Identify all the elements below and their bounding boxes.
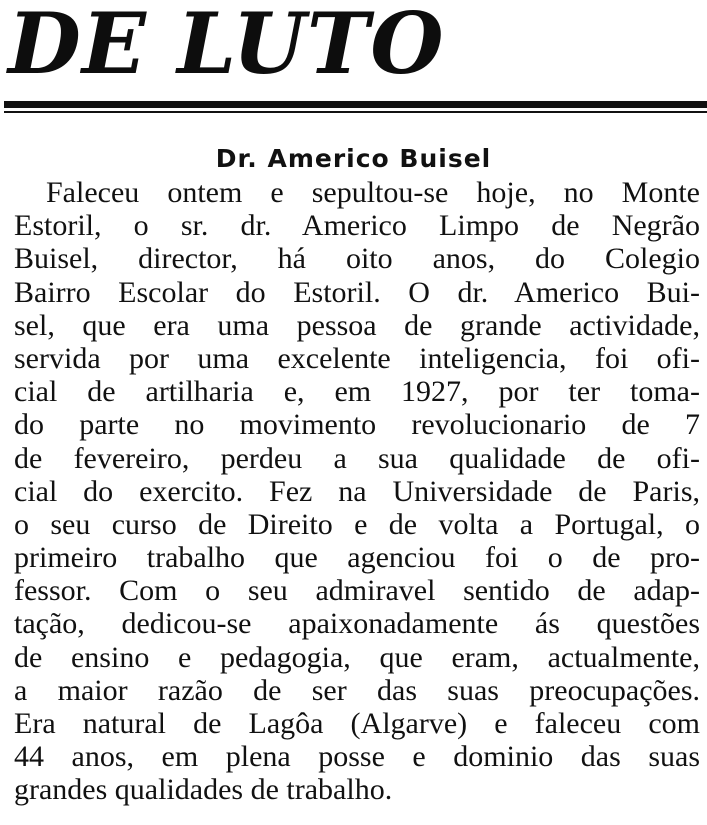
body-line: Faleceu ontem e sepultou-se hoje, no Monte [46,176,700,209]
body-line: tação, dedicou-se apaixonadamente ás questões [14,607,700,641]
body-line: de ensino e pedagogia, que eram, actualmente, [14,640,700,674]
body-line: sel, que era uma pessoa de grande actividade, [14,308,700,342]
subheading: Dr. Americo Buisel [215,144,492,173]
headline-rule-thick [4,101,707,108]
body-line: a maior razão de ser das suas preocupações. [14,673,700,707]
body-line: cial de artilharia e, em 1927, por ter toma- [14,375,700,409]
body-line: Estoril, o sr. dr. Americo Limpo de Negrão [14,209,700,243]
body-line: primeiro trabalho que agenciou foi o de pro- [14,541,700,575]
body-line: Era natural de Lagôa (Algarve) e faleceu com [14,707,700,740]
body-line: 44 anos, em plena posse e dominio das suas [14,740,700,774]
headline-rule-thin [4,111,707,113]
body-line: Buisel, director, há oito anos, do Colegio [14,242,700,276]
body-line: do parte no movimento revolucionario de 7 [14,408,700,442]
body-line: Bairro Escolar do Estoril. O dr. Americo Bui- [14,275,700,309]
body-line: de fevereiro, perdeu a sua qualidade de ofi- [14,441,700,475]
headline: DE LUTO [8,0,445,93]
body-line: servida por uma excelente inteligencia, foi ofi- [14,341,700,375]
body-line: o seu curso de Direito e de volta a Portugal, o [14,507,700,541]
body-line: grandes qualidades de trabalho. [14,773,393,807]
body-line: cial do exercito. Fez na Universidade de Paris, [14,474,700,508]
article-body [14,176,700,807]
body-line: fessor. Com o seu admiravel sentido de adap- [14,574,700,608]
